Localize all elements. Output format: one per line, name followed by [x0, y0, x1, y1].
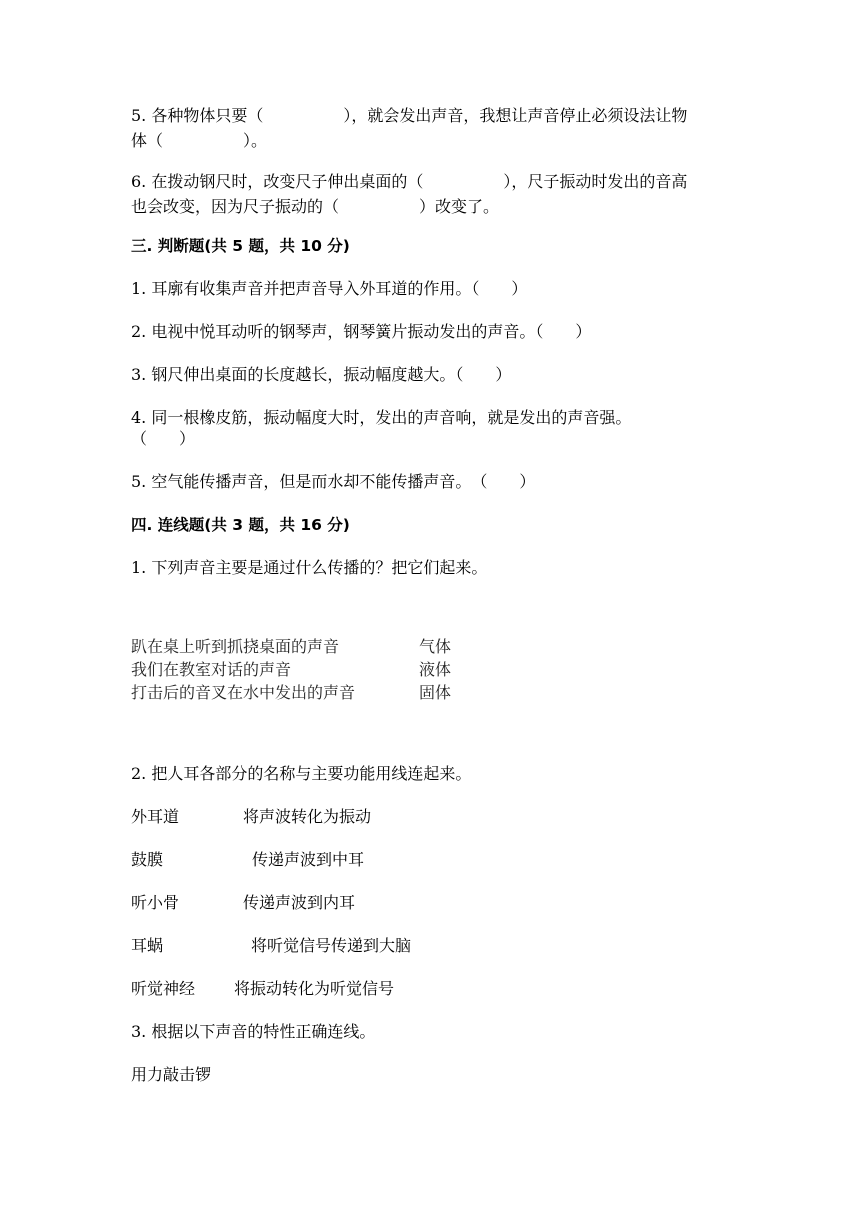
match-right-item: 液体 [419, 660, 452, 679]
match-left-item: 我们在教室对话的声音 [131, 660, 292, 679]
match-left-item: 趴在桌上听到抓挠桌面的声音 [131, 637, 340, 656]
judge-item-3: 3. 钢尺伸出桌面的长度越长，振动幅度越大。（ ） [131, 365, 512, 384]
sound-item-1: 用力敲击锣 [131, 1065, 212, 1084]
judge-item-5: 5. 空气能传播声音，但是而水却不能传播声音。 （ ） [131, 472, 536, 491]
ear-function: 将振动转化为听觉信号 [234, 979, 395, 998]
question-6-line-2: 也会改变，因为尺子振动的（ ）改变了。 [131, 197, 500, 216]
match-row [131, 636, 471, 658]
ear-part: 听小骨 [131, 893, 180, 912]
ear-function: 传递声波到中耳 [252, 850, 365, 869]
question-5-line-1: 5. 各种物体只要（ ），就会发出声音，我想让声音停止必须设法让物 [131, 106, 688, 125]
match-row [131, 682, 471, 704]
question-6-line-1: 6. 在拨动钢尺时，改变尺子伸出桌面的（ ），尺子振动时发出的音高 [131, 172, 688, 191]
match-question-2: 2. 把人耳各部分的名称与主要功能用线连起来。 [131, 764, 472, 783]
judge-item-2: 2. 电视中悦耳动听的钢琴声，钢琴簧片振动发出的声音。（ ） [131, 322, 592, 341]
ear-function: 将听觉信号传递到大脑 [251, 936, 412, 955]
match-left-item: 打击后的音叉在水中发出的声音 [131, 683, 356, 702]
judge-item-1: 1. 耳廓有收集声音并把声音导入外耳道的作用。（ ） [131, 279, 528, 298]
ear-part: 外耳道 [131, 807, 180, 826]
match-question-3: 3. 根据以下声音的特性正确连线。 [131, 1022, 376, 1041]
judge-item-4-bracket: （ ） [131, 429, 196, 448]
match-right-item: 固体 [419, 683, 452, 702]
ear-part: 听觉神经 [131, 979, 196, 998]
ear-function: 将声波转化为振动 [243, 807, 372, 826]
judge-item-4: 4. 同一根橡皮筋，振动幅度大时，发出的声音响，就是发出的声音强。 [131, 408, 632, 427]
match-image-1 [131, 636, 471, 706]
match-row [131, 659, 471, 681]
ear-function: 传递声波到内耳 [243, 893, 356, 912]
section-3-title: 三. 判断题(共 5 题，共 10 分) [131, 237, 350, 255]
ear-part: 鼓膜 [131, 850, 164, 869]
match-question-1: 1. 下列声音主要是通过什么传播的？把它们起来。 [131, 558, 488, 577]
ear-part: 耳蜗 [131, 936, 164, 955]
question-5-line-2: 体（ ）。 [131, 131, 268, 150]
match-right-item: 气体 [419, 637, 452, 656]
section-4-title: 四. 连线题(共 3 题，共 16 分) [131, 516, 350, 534]
